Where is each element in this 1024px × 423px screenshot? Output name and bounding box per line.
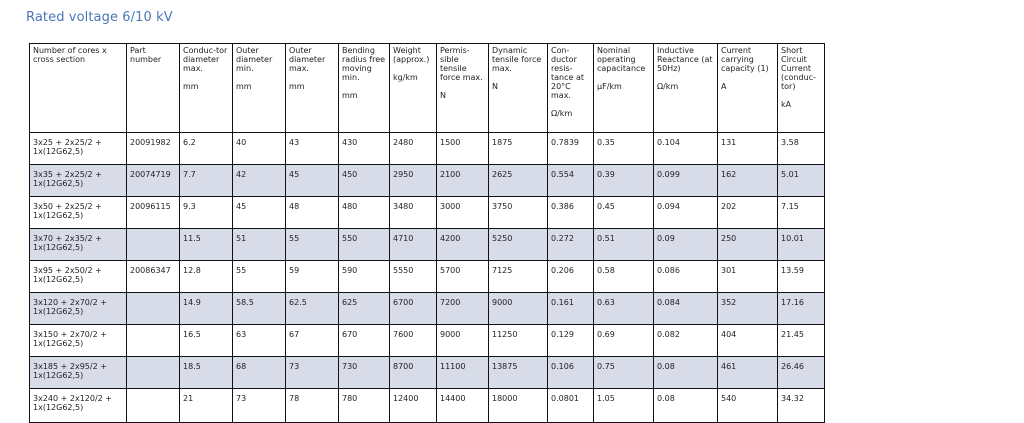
- table-cell: 3.58: [778, 133, 825, 165]
- table-cell: 21: [180, 389, 233, 423]
- table-cell: 780: [339, 389, 390, 423]
- table-cell: 45: [233, 197, 286, 229]
- table-cell: 0.35: [594, 133, 654, 165]
- table-row: [30, 293, 825, 325]
- table-cell: 0.272: [548, 229, 594, 261]
- table-cell: 21.45: [778, 325, 825, 357]
- table-row: [30, 357, 825, 389]
- column-header-unit: mm: [342, 91, 358, 100]
- column-header: [127, 44, 180, 133]
- table-cell: 0.099: [654, 165, 718, 197]
- table-cell: 0.08: [654, 357, 718, 389]
- column-header-unit: mm: [183, 82, 199, 91]
- table-cell: 0.084: [654, 293, 718, 325]
- table-cell: 0.0801: [548, 389, 594, 423]
- table-cell: 2100: [437, 165, 489, 197]
- table-cell: 17.16: [778, 293, 825, 325]
- table-cell: 0.106: [548, 357, 594, 389]
- table-cell: 0.39: [594, 165, 654, 197]
- table-cell: 59: [286, 261, 339, 293]
- table-cell: 11250: [489, 325, 548, 357]
- table-cell: 250: [718, 229, 778, 261]
- table-cell: 20091982: [127, 133, 180, 165]
- table-cell: 7.7: [180, 165, 233, 197]
- table-cell: 430: [339, 133, 390, 165]
- table-cell: 404: [718, 325, 778, 357]
- column-header-unit: kg/km: [393, 73, 418, 82]
- table-row: [30, 261, 825, 293]
- table-cell: 0.45: [594, 197, 654, 229]
- table-cell: 13875: [489, 357, 548, 389]
- table-cell: 0.086: [654, 261, 718, 293]
- table-cell: 10.01: [778, 229, 825, 261]
- table-cell: 12400: [390, 389, 437, 423]
- header-row: [30, 44, 825, 133]
- column-header-label: Part number: [130, 46, 162, 64]
- table-cell: 0.51: [594, 229, 654, 261]
- table-cell: 45: [286, 165, 339, 197]
- column-header-label: Current carrying capacity (1): [721, 46, 769, 73]
- column-header: [489, 44, 548, 133]
- table-cell: 3x150 + 2x70/2 + 1x(12G62,5): [30, 325, 127, 357]
- table-cell: 58.5: [233, 293, 286, 325]
- table-cell: 9.3: [180, 197, 233, 229]
- table-cell: 0.161: [548, 293, 594, 325]
- column-header-label: Short Circuit Current (conduc-tor): [781, 46, 816, 91]
- column-header-label: Permis-sible tensile force max.: [440, 46, 483, 82]
- table-cell: 301: [718, 261, 778, 293]
- table-cell: 42: [233, 165, 286, 197]
- table-cell: 6700: [390, 293, 437, 325]
- table-cell: 55: [233, 261, 286, 293]
- table-cell: 9000: [489, 293, 548, 325]
- table-cell: 0.08: [654, 389, 718, 423]
- table-cell: 540: [718, 389, 778, 423]
- cable-spec-table: [29, 43, 825, 423]
- table-cell: 3750: [489, 197, 548, 229]
- column-header-unit: N: [440, 91, 446, 100]
- table-cell: 162: [718, 165, 778, 197]
- table-cell: 7.15: [778, 197, 825, 229]
- table-cell: 450: [339, 165, 390, 197]
- table-cell: 7200: [437, 293, 489, 325]
- table-cell: 202: [718, 197, 778, 229]
- column-header: [233, 44, 286, 133]
- table-cell: 5700: [437, 261, 489, 293]
- table-cell: 9000: [437, 325, 489, 357]
- table-cell: 67: [286, 325, 339, 357]
- column-header: [654, 44, 718, 133]
- table-cell: 20074719: [127, 165, 180, 197]
- table-cell: 0.082: [654, 325, 718, 357]
- table-cell: [127, 293, 180, 325]
- table-cell: 590: [339, 261, 390, 293]
- table-cell: 0.09: [654, 229, 718, 261]
- column-header-unit: mm: [236, 82, 252, 91]
- column-header: [286, 44, 339, 133]
- table-row: [30, 325, 825, 357]
- table-cell: 0.386: [548, 197, 594, 229]
- table-cell: 63: [233, 325, 286, 357]
- table-cell: 4710: [390, 229, 437, 261]
- table-row: [30, 133, 825, 165]
- column-header-label: Inductive Reactance (at 50Hz): [657, 46, 713, 73]
- table-body: [30, 133, 825, 423]
- table-cell: 0.094: [654, 197, 718, 229]
- table-cell: 3x185 + 2x95/2 + 1x(12G62,5): [30, 357, 127, 389]
- table-cell: 730: [339, 357, 390, 389]
- column-header-unit: Ω/km: [551, 109, 573, 118]
- column-header-label: Conduc-tor diameter max.: [183, 46, 228, 73]
- table-cell: 18000: [489, 389, 548, 423]
- table-cell: 1500: [437, 133, 489, 165]
- table-cell: 461: [718, 357, 778, 389]
- table-cell: 3x50 + 2x25/2 + 1x(12G62,5): [30, 197, 127, 229]
- table-cell: 5250: [489, 229, 548, 261]
- table-cell: 3x25 + 2x25/2 + 1x(12G62,5): [30, 133, 127, 165]
- table-cell: 0.63: [594, 293, 654, 325]
- table-cell: 5550: [390, 261, 437, 293]
- table-row: [30, 229, 825, 261]
- table-cell: 2480: [390, 133, 437, 165]
- table-cell: 14400: [437, 389, 489, 423]
- column-header: [180, 44, 233, 133]
- column-header: [548, 44, 594, 133]
- column-header-label: Weight (approx.): [393, 46, 430, 64]
- table-cell: 3x35 + 2x25/2 + 1x(12G62,5): [30, 165, 127, 197]
- column-header-label: Outer diameter max.: [289, 46, 326, 73]
- table-cell: 1875: [489, 133, 548, 165]
- table-cell: [127, 357, 180, 389]
- table-cell: 3x120 + 2x70/2 + 1x(12G62,5): [30, 293, 127, 325]
- table-cell: 8700: [390, 357, 437, 389]
- table-row: [30, 389, 825, 423]
- table-cell: 3x95 + 2x50/2 + 1x(12G62,5): [30, 261, 127, 293]
- table-cell: 0.69: [594, 325, 654, 357]
- table-cell: 3000: [437, 197, 489, 229]
- table-cell: 0.75: [594, 357, 654, 389]
- table-cell: 55: [286, 229, 339, 261]
- table-cell: 40: [233, 133, 286, 165]
- table-cell: 0.206: [548, 261, 594, 293]
- table-cell: 16.5: [180, 325, 233, 357]
- table-cell: 0.554: [548, 165, 594, 197]
- table-cell: 3480: [390, 197, 437, 229]
- table-cell: 68: [233, 357, 286, 389]
- table-cell: 7600: [390, 325, 437, 357]
- table-cell: 0.129: [548, 325, 594, 357]
- column-header: [30, 44, 127, 133]
- table-header: [30, 44, 825, 133]
- column-header-unit: Ω/km: [657, 82, 679, 91]
- table-cell: 26.46: [778, 357, 825, 389]
- table-cell: 625: [339, 293, 390, 325]
- table-cell: [127, 229, 180, 261]
- column-header-unit: µF/km: [597, 82, 622, 91]
- table-cell: 0.104: [654, 133, 718, 165]
- column-header-label: Nominal operating capacitance: [597, 46, 646, 73]
- table-cell: 2950: [390, 165, 437, 197]
- table-cell: 1.05: [594, 389, 654, 423]
- table-cell: 78: [286, 389, 339, 423]
- column-header-label: Bending radius free moving min.: [342, 46, 386, 82]
- table-cell: 3x70 + 2x35/2 + 1x(12G62,5): [30, 229, 127, 261]
- table-cell: 14.9: [180, 293, 233, 325]
- column-header: [778, 44, 825, 133]
- table-cell: 480: [339, 197, 390, 229]
- table-cell: 12.8: [180, 261, 233, 293]
- table-cell: [127, 325, 180, 357]
- column-header: [718, 44, 778, 133]
- table-cell: 11.5: [180, 229, 233, 261]
- table-cell: 18.5: [180, 357, 233, 389]
- column-header-label: Dynamic tensile force max.: [492, 46, 542, 73]
- column-header: [594, 44, 654, 133]
- table-cell: 62.5: [286, 293, 339, 325]
- column-header: [437, 44, 489, 133]
- column-header-label: Con-ductor resis-tance at 20°C max.: [551, 46, 585, 100]
- column-header-unit: kA: [781, 100, 792, 109]
- table-cell: 20086347: [127, 261, 180, 293]
- table-cell: 43: [286, 133, 339, 165]
- table-cell: 7125: [489, 261, 548, 293]
- column-header-label: Number of cores x cross section: [33, 46, 107, 64]
- table-cell: 3x240 + 2x120/2 + 1x(12G62,5): [30, 389, 127, 423]
- table-row: [30, 165, 825, 197]
- table-cell: 13.59: [778, 261, 825, 293]
- column-header-unit: N: [492, 82, 498, 91]
- table-cell: 34.32: [778, 389, 825, 423]
- column-header: [339, 44, 390, 133]
- column-header-label: Outer diameter min.: [236, 46, 273, 73]
- table-cell: 131: [718, 133, 778, 165]
- table-cell: 5.01: [778, 165, 825, 197]
- table-cell: 20096115: [127, 197, 180, 229]
- table-cell: 550: [339, 229, 390, 261]
- table-cell: [127, 389, 180, 423]
- table-cell: 48: [286, 197, 339, 229]
- column-header: [390, 44, 437, 133]
- table-cell: 73: [233, 389, 286, 423]
- table-cell: 0.7839: [548, 133, 594, 165]
- page-title: Rated voltage 6/10 kV: [26, 10, 173, 25]
- table-cell: 73: [286, 357, 339, 389]
- table-cell: 670: [339, 325, 390, 357]
- table-cell: 51: [233, 229, 286, 261]
- table-cell: 6.2: [180, 133, 233, 165]
- column-header-unit: A: [721, 82, 727, 91]
- table-cell: 2625: [489, 165, 548, 197]
- column-header-unit: mm: [289, 82, 305, 91]
- table-cell: 352: [718, 293, 778, 325]
- table-cell: 4200: [437, 229, 489, 261]
- table-cell: 0.58: [594, 261, 654, 293]
- table-row: [30, 197, 825, 229]
- table-cell: 11100: [437, 357, 489, 389]
